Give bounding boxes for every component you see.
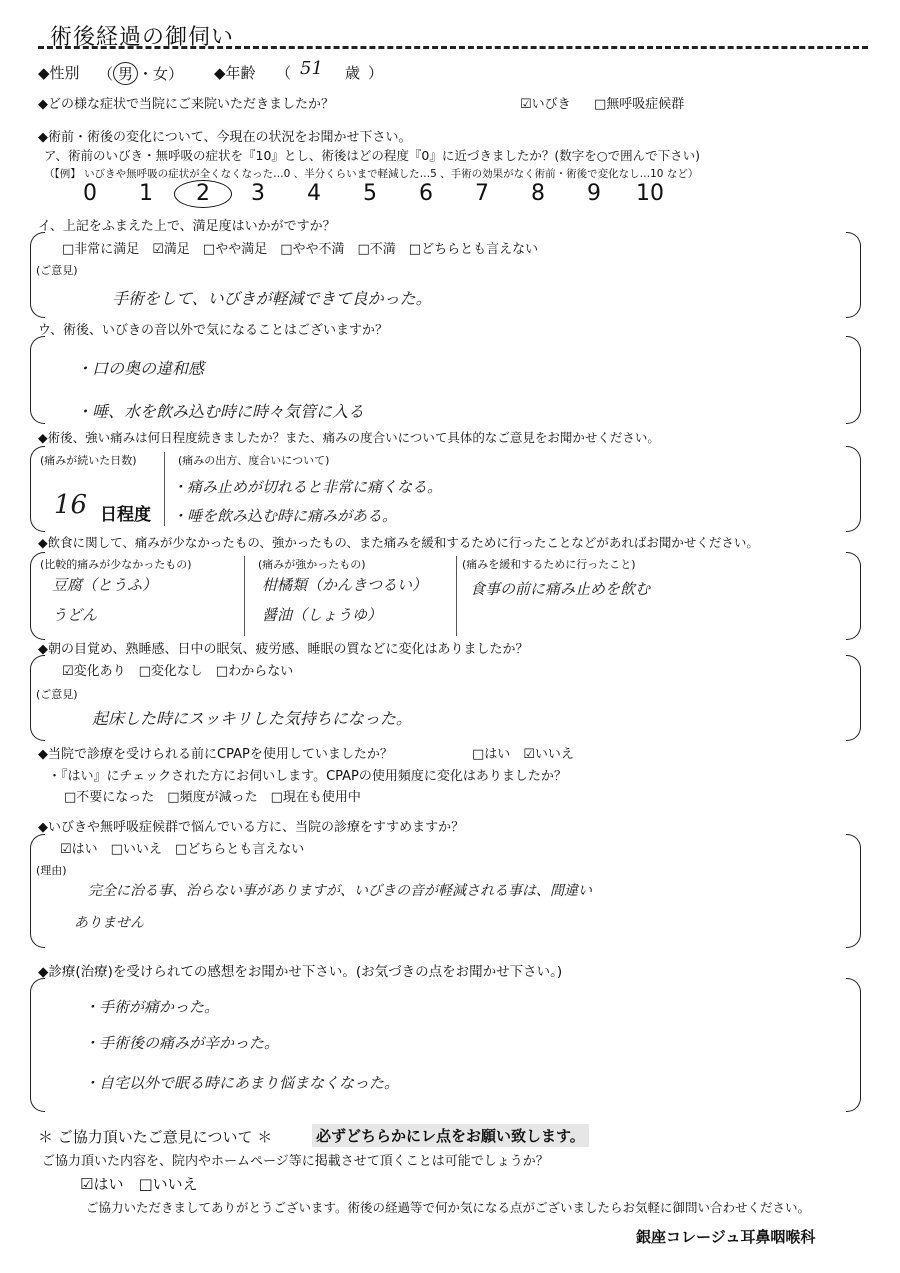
impression-line1: ・手術が痛かった。 bbox=[84, 998, 220, 1016]
food-col2-label: (痛みが強かったもの) bbox=[258, 558, 366, 571]
clinic-name: 銀座コレージュ耳鼻咽喉科 bbox=[636, 1228, 816, 1246]
gender-options: （ 男 ・女） bbox=[98, 62, 183, 85]
impression-line2: ・手術後の痛みが辛かった。 bbox=[84, 1034, 280, 1052]
cpap-followup-options[interactable]: □不要になった □頻度が減った □現在も使用中 bbox=[64, 790, 361, 805]
scale-3[interactable]: 3 bbox=[251, 181, 265, 206]
consent-title: ＊ ご協力頂いたご意見について ＊ bbox=[38, 1128, 273, 1146]
satisfaction-opinion-label: (ご意見) bbox=[36, 264, 78, 277]
pain-days-label: (痛みが続いた日数) bbox=[40, 454, 137, 467]
impression-question: ◆診療(治療)を受けられての感想をお聞かせ下さい。(お気づきの点をお聞かせ下さい。) bbox=[38, 964, 563, 980]
pain-detail1: ・痛み止めが切れると非常に痛くなる。 bbox=[172, 478, 443, 496]
age-unit: 歳 bbox=[345, 64, 361, 82]
other-line1: ・口の奥の違和感 bbox=[76, 359, 205, 378]
pain-bracket-right bbox=[846, 446, 861, 532]
scale-6[interactable]: 6 bbox=[419, 181, 433, 206]
satisfaction-question: イ、上記をふまえた上で、満足度はいかがですか？ bbox=[38, 219, 336, 234]
scale-2-circled: 2 bbox=[174, 180, 232, 208]
morning-bracket-right bbox=[846, 655, 861, 741]
scale-8[interactable]: 8 bbox=[531, 181, 545, 206]
scale-5[interactable]: 5 bbox=[363, 181, 377, 206]
cpap-answer[interactable]: □はい ☑いいえ bbox=[472, 747, 574, 762]
symptom-opt-apnea[interactable]: □無呼吸症候群 bbox=[594, 97, 685, 112]
morning-question: ◆朝の目覚め、熟睡感、日中の眠気、疲労感、睡眠の質などに変化はありましたか？ bbox=[38, 642, 529, 657]
title-divider bbox=[38, 46, 868, 49]
morning-opinion-label: (ご意見) bbox=[36, 688, 78, 701]
scale-7[interactable]: 7 bbox=[475, 181, 489, 206]
consent-options[interactable]: ☑はい □いいえ bbox=[80, 1175, 198, 1193]
other-bracket-left bbox=[30, 336, 45, 424]
recommend-options[interactable]: ☑はい □いいえ □どちらとも言えない bbox=[60, 842, 305, 857]
satisfaction-bracket-right bbox=[846, 232, 861, 318]
pain-days-unit: 日程度 bbox=[100, 505, 151, 525]
gender-female: 女 bbox=[153, 65, 169, 83]
food-col2-item1: 柑橘類（かんきつるい） bbox=[262, 576, 428, 594]
impression-bracket-left bbox=[30, 978, 45, 1112]
symptom-opt-snoring[interactable]: ☑いびき bbox=[520, 97, 571, 112]
scale-9[interactable]: 9 bbox=[587, 181, 601, 206]
satisfaction-opinion: 手術をして、いびきが軽減できて良かった。 bbox=[112, 289, 432, 308]
recommend-reason1: 完全に治る事、治らない事がありますが、いびきの音が軽減される事は、間違い bbox=[88, 883, 592, 899]
other-line2: ・唾、水を飲み込む時に時々気管に入る bbox=[76, 402, 365, 421]
food-question: ◆飲食に関して、痛みが少なかったもの、強かったもの、また痛みを緩和するために行ったことなどがあればお聞かせください。 bbox=[38, 535, 759, 550]
age-open-paren: （ bbox=[276, 64, 292, 82]
change-sub-a: ア、術前のいびき・無呼吸の症状を『10』とし、術後はどの程度『0』に近づきましたか？(数字を○で囲んで下さい) bbox=[44, 148, 701, 163]
page-title: 術後経過の御伺い bbox=[50, 25, 235, 50]
scale-2[interactable] bbox=[174, 180, 230, 208]
change-example: （【例】 いびきや無呼吸の症状が全くなくなった…0 、半分くらいまで軽減した…5 、手術の効果がなく術前・術後で変化なし…10 など） bbox=[44, 168, 699, 180]
scale-10[interactable]: 10 bbox=[636, 181, 664, 206]
food-bracket-right bbox=[846, 552, 861, 640]
pain-detail2: ・唾を飲み込む時に痛みがある。 bbox=[172, 507, 398, 525]
other-question: ウ、術後、いびきの音以外で気になることはございますか？ bbox=[38, 323, 388, 338]
food-divider-2 bbox=[456, 556, 457, 636]
food-col2-item2: 醤油（しょうゆ） bbox=[262, 606, 383, 624]
consent-emphasis: 必ずどちらかにレ点をお願い致します。 bbox=[312, 1124, 589, 1147]
scale-0[interactable]: 0 bbox=[83, 181, 97, 206]
consent-question: ご協力頂いた内容を、院内やホームページ等に掲載させて頂くことは可能でしょうか？ bbox=[42, 1154, 549, 1169]
age-close-paren: ） bbox=[368, 64, 384, 82]
age-value: 51 bbox=[300, 58, 323, 79]
impression-line3: ・自宅以外で眠る時にあまり悩まなくなった。 bbox=[84, 1074, 400, 1092]
impression-bracket-right bbox=[846, 978, 861, 1112]
pain-days-value: 16 bbox=[54, 490, 88, 520]
food-divider-1 bbox=[244, 556, 245, 636]
other-bracket-right bbox=[846, 336, 861, 424]
age-label: ◆年齢 bbox=[214, 64, 256, 82]
scale-4[interactable]: 4 bbox=[307, 181, 321, 206]
food-col1-label: (比較的痛みが少なかったもの) bbox=[40, 558, 192, 571]
recommend-reason2: ありません bbox=[74, 915, 144, 931]
gender-male-circled: 男 bbox=[113, 62, 138, 85]
scale-1[interactable]: 1 bbox=[139, 181, 153, 206]
pain-divider bbox=[164, 452, 165, 526]
satisfaction-options[interactable]: □非常に満足 ☑満足 □やや満足 □やや不満 □不満 □どちらとも言えない bbox=[62, 242, 539, 257]
food-col1-item1: 豆腐（とうふ） bbox=[52, 576, 158, 594]
symptom-question: ◆どの様な症状で当院にご来院いただきましたか？ bbox=[38, 97, 334, 112]
food-col3-label: (痛みを緩和するために行ったこと) bbox=[462, 558, 636, 571]
food-col1-item2: うどん bbox=[52, 606, 98, 624]
change-scale bbox=[62, 180, 678, 208]
recommend-question: ◆いびきや無呼吸症候群で悩んでいる方に、当院の診療をすすめますか？ bbox=[38, 820, 465, 835]
recommend-bracket-left bbox=[30, 834, 45, 948]
morning-options[interactable]: ☑変化あり □変化なし □わからない bbox=[62, 664, 294, 679]
cpap-question: ◆当院で診療を受けられる前にCPAPを使用していましたか？ bbox=[38, 747, 393, 762]
morning-opinion: 起床した時にスッキリした気持ちになった。 bbox=[92, 709, 412, 728]
gender-label: ◆性別 bbox=[38, 64, 80, 82]
pain-detail-label: (痛みの出方、度合いについて) bbox=[178, 454, 330, 467]
recommend-bracket-right bbox=[846, 834, 861, 948]
pain-question: ◆術後、強い痛みは何日程度続きましたか？また、痛みの度合いについて具体的なご意見をお聞かせください。 bbox=[38, 430, 660, 445]
recommend-reason-label: (理由) bbox=[36, 864, 67, 877]
food-col3-text: 食事の前に痛み止めを飲む bbox=[470, 580, 651, 598]
cpap-followup: ・『はい』にチェックされた方にお伺いします。CPAPの使用頻度に変化はありましたか？ bbox=[48, 769, 567, 784]
change-question: ◆術前・術後の変化について、今現在の状況をお聞かせ下さい。 bbox=[38, 130, 412, 145]
thanks-text: ご協力いただきましてありがとうございます。術後の経過等で何か気になる点がございましたらお気軽に御問い合わせください。 bbox=[86, 1200, 811, 1215]
